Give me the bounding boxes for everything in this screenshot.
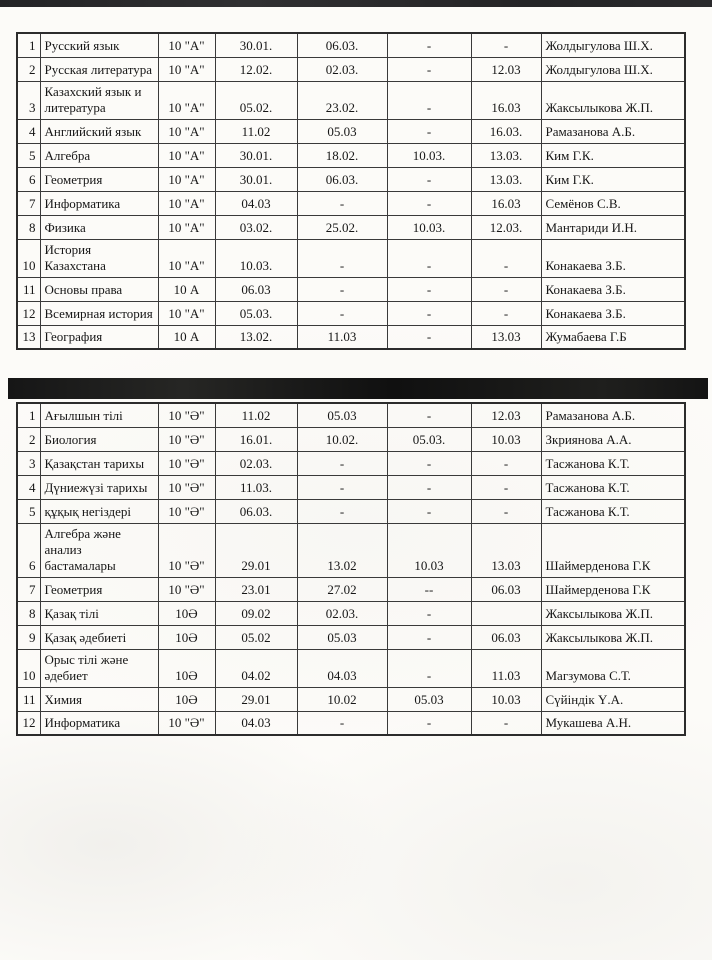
date-cell-1: 06.03 xyxy=(215,277,297,301)
teacher-cell: Мукашева А.Н. xyxy=(541,711,685,735)
table-row xyxy=(17,403,685,427)
grade-cell: 10 "А" xyxy=(158,301,215,325)
date-cell-4: 13.03 xyxy=(471,325,541,349)
subject-cell: Алгебра және анализ бастамалары xyxy=(40,523,158,577)
date-cell-2: - xyxy=(297,301,387,325)
table-row xyxy=(17,57,685,81)
teacher-cell: Ким Г.К. xyxy=(541,143,685,167)
date-cell-3: - xyxy=(387,649,471,687)
schedule-table-10a xyxy=(16,32,686,350)
date-cell-3: - xyxy=(387,191,471,215)
row-number-cell: 5 xyxy=(17,499,40,523)
teacher-cell: Рамазанова А.Б. xyxy=(541,119,685,143)
table-row xyxy=(17,427,685,451)
row-number-cell: 10 xyxy=(17,239,40,277)
date-cell-1: 30.01. xyxy=(215,167,297,191)
subject-cell: Физика xyxy=(40,215,158,239)
teacher-cell: Семёнов С.В. xyxy=(541,191,685,215)
date-cell-4: 06.03 xyxy=(471,625,541,649)
row-number-cell: 3 xyxy=(17,451,40,475)
table-row xyxy=(17,191,685,215)
date-cell-2: - xyxy=(297,451,387,475)
date-cell-2: 06.03. xyxy=(297,167,387,191)
row-number-cell: 5 xyxy=(17,143,40,167)
date-cell-3: -- xyxy=(387,577,471,601)
teacher-cell: Мантариди И.Н. xyxy=(541,215,685,239)
grade-cell: 10Ә xyxy=(158,625,215,649)
row-number-cell: 7 xyxy=(17,577,40,601)
date-cell-1: 29.01 xyxy=(215,523,297,577)
table-row xyxy=(17,625,685,649)
date-cell-4: 10.03 xyxy=(471,687,541,711)
date-cell-2: - xyxy=(297,711,387,735)
teacher-cell: Конакаева З.Б. xyxy=(541,301,685,325)
teacher-cell: Магзумова С.Т. xyxy=(541,649,685,687)
date-cell-1: 04.02 xyxy=(215,649,297,687)
date-cell-4: - xyxy=(471,277,541,301)
grade-cell: 10 "Ә" xyxy=(158,499,215,523)
grade-cell: 10 "А" xyxy=(158,57,215,81)
table-row xyxy=(17,475,685,499)
teacher-cell: Ким Г.К. xyxy=(541,167,685,191)
date-cell-2: 11.03 xyxy=(297,325,387,349)
date-cell-3: - xyxy=(387,475,471,499)
subject-cell: Қазақстан тарихы xyxy=(40,451,158,475)
table-row xyxy=(17,33,685,57)
subject-cell: Всемирная история xyxy=(40,301,158,325)
table-row xyxy=(17,577,685,601)
teacher-cell: Жолдыгулова Ш.Х. xyxy=(541,33,685,57)
date-cell-2: 06.03. xyxy=(297,33,387,57)
subject-cell: құқық негіздері xyxy=(40,499,158,523)
subject-cell: Қазақ әдебиеті xyxy=(40,625,158,649)
date-cell-4: - xyxy=(471,711,541,735)
date-cell-1: 11.03. xyxy=(215,475,297,499)
subject-cell: Информатика xyxy=(40,711,158,735)
date-cell-3: - xyxy=(387,451,471,475)
date-cell-1: 04.03 xyxy=(215,711,297,735)
row-number-cell: 9 xyxy=(17,625,40,649)
date-cell-1: 03.02. xyxy=(215,215,297,239)
date-cell-2: 25.02. xyxy=(297,215,387,239)
date-cell-4: - xyxy=(471,33,541,57)
table-row xyxy=(17,523,685,577)
row-number-cell: 10 xyxy=(17,649,40,687)
date-cell-3: - xyxy=(387,601,471,625)
table-row xyxy=(17,687,685,711)
subject-cell: Информатика xyxy=(40,191,158,215)
grade-cell: 10 "Ә" xyxy=(158,523,215,577)
row-number-cell: 8 xyxy=(17,601,40,625)
date-cell-1: 09.02 xyxy=(215,601,297,625)
subject-cell: Ағылшын тілі xyxy=(40,403,158,427)
grade-cell: 10 "Ә" xyxy=(158,577,215,601)
date-cell-2: 10.02 xyxy=(297,687,387,711)
grade-cell: 10Ә xyxy=(158,601,215,625)
grade-cell: 10 "А" xyxy=(158,215,215,239)
row-number-cell: 1 xyxy=(17,403,40,427)
subject-cell: Русский язык xyxy=(40,33,158,57)
table-row xyxy=(17,277,685,301)
date-cell-1: 13.02. xyxy=(215,325,297,349)
scan-top-edge-band xyxy=(0,0,712,7)
teacher-cell: Жаксылыкова Ж.П. xyxy=(541,625,685,649)
teacher-cell: Тасжанова К.Т. xyxy=(541,451,685,475)
date-cell-1: 12.02. xyxy=(215,57,297,81)
subject-cell: География xyxy=(40,325,158,349)
date-cell-2: - xyxy=(297,277,387,301)
date-cell-3: - xyxy=(387,499,471,523)
teacher-cell: Зкриянова А.А. xyxy=(541,427,685,451)
date-cell-4: 13.03. xyxy=(471,167,541,191)
date-cell-2: 10.02. xyxy=(297,427,387,451)
date-cell-1: 06.03. xyxy=(215,499,297,523)
date-cell-1: 10.03. xyxy=(215,239,297,277)
date-cell-4: - xyxy=(471,451,541,475)
table-row xyxy=(17,325,685,349)
subject-cell: Дүниежүзі тарихы xyxy=(40,475,158,499)
row-number-cell: 12 xyxy=(17,711,40,735)
date-cell-1: 05.03. xyxy=(215,301,297,325)
grade-cell: 10 "А" xyxy=(158,167,215,191)
grade-cell: 10 "А" xyxy=(158,191,215,215)
date-cell-4: 12.03. xyxy=(471,215,541,239)
row-number-cell: 1 xyxy=(17,33,40,57)
date-cell-3: - xyxy=(387,301,471,325)
table-row xyxy=(17,239,685,277)
teacher-cell: Конакаева З.Б. xyxy=(541,277,685,301)
grade-cell: 10 "Ә" xyxy=(158,403,215,427)
teacher-cell: Жаксылыкова Ж.П. xyxy=(541,601,685,625)
date-cell-2: 02.03. xyxy=(297,57,387,81)
date-cell-4: - xyxy=(471,499,541,523)
teacher-cell: Тасжанова К.Т. xyxy=(541,499,685,523)
table-row xyxy=(17,711,685,735)
table-row xyxy=(17,601,685,625)
subject-cell: Английский язык xyxy=(40,119,158,143)
date-cell-4 xyxy=(471,601,541,625)
grade-cell: 10 "А" xyxy=(158,239,215,277)
date-cell-3: - xyxy=(387,33,471,57)
subject-cell: Химия xyxy=(40,687,158,711)
date-cell-1: 05.02. xyxy=(215,81,297,119)
date-cell-2: 27.02 xyxy=(297,577,387,601)
subject-cell: Казахский язык и литература xyxy=(40,81,158,119)
date-cell-3: - xyxy=(387,625,471,649)
date-cell-1: 11.02 xyxy=(215,403,297,427)
grade-cell: 10 "Ә" xyxy=(158,711,215,735)
date-cell-3: 10.03. xyxy=(387,143,471,167)
grade-cell: 10 "А" xyxy=(158,81,215,119)
date-cell-1: 30.01. xyxy=(215,33,297,57)
table-row xyxy=(17,649,685,687)
grade-cell: 10 "А" xyxy=(158,143,215,167)
date-cell-4: 12.03 xyxy=(471,57,541,81)
row-number-cell: 13 xyxy=(17,325,40,349)
date-cell-4: 13.03. xyxy=(471,143,541,167)
date-cell-3: - xyxy=(387,277,471,301)
date-cell-4: 12.03 xyxy=(471,403,541,427)
grade-cell: 10 "А" xyxy=(158,119,215,143)
date-cell-2: - xyxy=(297,499,387,523)
date-cell-3: 05.03. xyxy=(387,427,471,451)
subject-cell: Русская литература xyxy=(40,57,158,81)
table-row xyxy=(17,215,685,239)
teacher-cell: Жаксылыкова Ж.П. xyxy=(541,81,685,119)
date-cell-2: 05.03 xyxy=(297,119,387,143)
row-number-cell: 2 xyxy=(17,427,40,451)
subject-cell: Биология xyxy=(40,427,158,451)
table-row xyxy=(17,81,685,119)
date-cell-1: 30.01. xyxy=(215,143,297,167)
row-number-cell: 8 xyxy=(17,215,40,239)
row-number-cell: 11 xyxy=(17,277,40,301)
date-cell-1: 23.01 xyxy=(215,577,297,601)
date-cell-3: - xyxy=(387,57,471,81)
date-cell-3: - xyxy=(387,167,471,191)
table-row xyxy=(17,301,685,325)
date-cell-1: 16.01. xyxy=(215,427,297,451)
table-row xyxy=(17,499,685,523)
date-cell-1: 04.03 xyxy=(215,191,297,215)
date-cell-4: - xyxy=(471,301,541,325)
row-number-cell: 6 xyxy=(17,167,40,191)
teacher-cell: Шаймерденова Г.К xyxy=(541,577,685,601)
grade-cell: 10 "Ә" xyxy=(158,427,215,451)
date-cell-4: 13.03 xyxy=(471,523,541,577)
subject-cell: Орыс тілі және әдебиет xyxy=(40,649,158,687)
date-cell-2: 05.03 xyxy=(297,403,387,427)
date-cell-3: 05.03 xyxy=(387,687,471,711)
teacher-cell: Конакаева З.Б. xyxy=(541,239,685,277)
teacher-cell: Жолдыгулова Ш.Х. xyxy=(541,57,685,81)
subject-cell: История Казахстана xyxy=(40,239,158,277)
teacher-cell: Сүйіндік Ү.А. xyxy=(541,687,685,711)
date-cell-4: 11.03 xyxy=(471,649,541,687)
date-cell-3: - xyxy=(387,119,471,143)
row-number-cell: 2 xyxy=(17,57,40,81)
schedule-table-10ae xyxy=(16,402,686,736)
grade-cell: 10 А xyxy=(158,325,215,349)
date-cell-4: 16.03 xyxy=(471,191,541,215)
grade-cell: 10 "А" xyxy=(158,33,215,57)
grade-cell: 10 "Ә" xyxy=(158,451,215,475)
date-cell-1: 11.02 xyxy=(215,119,297,143)
date-cell-2: 05.03 xyxy=(297,625,387,649)
row-number-cell: 6 xyxy=(17,523,40,577)
date-cell-2: 18.02. xyxy=(297,143,387,167)
table-separator-band xyxy=(8,378,708,399)
grade-cell: 10Ә xyxy=(158,687,215,711)
date-cell-2: - xyxy=(297,475,387,499)
subject-cell: Қазақ тілі xyxy=(40,601,158,625)
date-cell-4: - xyxy=(471,239,541,277)
date-cell-1: 02.03. xyxy=(215,451,297,475)
date-cell-2: 13.02 xyxy=(297,523,387,577)
date-cell-3: - xyxy=(387,403,471,427)
row-number-cell: 12 xyxy=(17,301,40,325)
date-cell-3: - xyxy=(387,239,471,277)
date-cell-2: - xyxy=(297,239,387,277)
date-cell-4: 16.03. xyxy=(471,119,541,143)
date-cell-2: - xyxy=(297,191,387,215)
date-cell-3: - xyxy=(387,81,471,119)
grade-cell: 10 А xyxy=(158,277,215,301)
teacher-cell: Рамазанова А.Б. xyxy=(541,403,685,427)
subject-cell: Геометрия xyxy=(40,167,158,191)
teacher-cell: Шаймерденова Г.К xyxy=(541,523,685,577)
date-cell-4: - xyxy=(471,475,541,499)
subject-cell: Основы права xyxy=(40,277,158,301)
table-row xyxy=(17,167,685,191)
grade-cell: 10 "Ә" xyxy=(158,475,215,499)
row-number-cell: 7 xyxy=(17,191,40,215)
date-cell-3: - xyxy=(387,325,471,349)
date-cell-4: 16.03 xyxy=(471,81,541,119)
date-cell-4: 10.03 xyxy=(471,427,541,451)
date-cell-3: 10.03. xyxy=(387,215,471,239)
date-cell-1: 29.01 xyxy=(215,687,297,711)
date-cell-3: - xyxy=(387,711,471,735)
subject-cell: Геометрия xyxy=(40,577,158,601)
date-cell-2: 23.02. xyxy=(297,81,387,119)
date-cell-1: 05.02 xyxy=(215,625,297,649)
teacher-cell: Жумабаева Г.Б xyxy=(541,325,685,349)
row-number-cell: 4 xyxy=(17,475,40,499)
grade-cell: 10Ә xyxy=(158,649,215,687)
table-row xyxy=(17,451,685,475)
date-cell-4: 06.03 xyxy=(471,577,541,601)
row-number-cell: 4 xyxy=(17,119,40,143)
teacher-cell: Тасжанова К.Т. xyxy=(541,475,685,499)
subject-cell: Алгебра xyxy=(40,143,158,167)
date-cell-2: 04.03 xyxy=(297,649,387,687)
row-number-cell: 11 xyxy=(17,687,40,711)
table-row xyxy=(17,143,685,167)
row-number-cell: 3 xyxy=(17,81,40,119)
date-cell-2: 02.03. xyxy=(297,601,387,625)
table-row xyxy=(17,119,685,143)
date-cell-3: 10.03 xyxy=(387,523,471,577)
